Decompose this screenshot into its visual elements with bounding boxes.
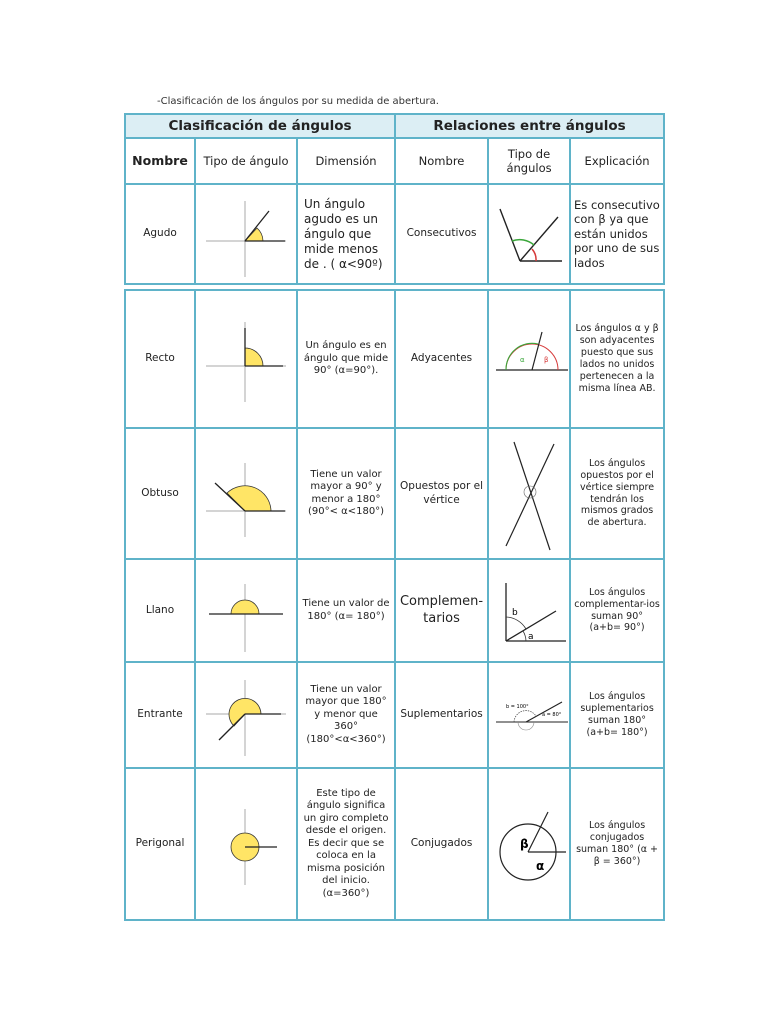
table-row — [125, 428, 664, 559]
col-header-dimension: Dimensión — [297, 138, 395, 184]
class-name: Obtuso — [125, 428, 195, 559]
col-header-tipo-rel: Tipo de ángulos — [488, 138, 570, 184]
straight-angle-diagram — [201, 566, 291, 656]
reflex-angle-diagram — [201, 670, 291, 760]
explanation-text: Es consecutivo con β ya que están unidos por uno de sus lados — [570, 184, 664, 284]
label-alpha: α — [520, 356, 525, 364]
dimension-text: Tiene un valor de 180° (α= 180°) — [297, 559, 395, 662]
table-row — [125, 559, 664, 662]
label-b: b — [512, 607, 518, 618]
col-header-nombre: Nombre — [125, 138, 195, 184]
relation-name: Complemen-tarios — [395, 559, 488, 662]
class-name: Entrante — [125, 662, 195, 768]
class-name: Recto — [125, 290, 195, 428]
class-name: Llano — [125, 559, 195, 662]
right-angle-diagram — [201, 314, 291, 404]
group-header-relations: Relaciones entre ángulos — [395, 114, 664, 138]
relation-diagram-cell — [488, 290, 570, 428]
diagram-cell — [195, 428, 297, 559]
supplementary-angles-diagram — [492, 680, 572, 750]
col-header-nombre-rel: Nombre — [395, 138, 488, 184]
diagram-cell — [195, 559, 297, 662]
consecutive-angles-diagram — [492, 189, 570, 279]
group-header-classification: Clasificación de ángulos — [125, 114, 395, 138]
relation-diagram-cell — [488, 428, 570, 559]
relation-name: Opuestos por el vértice — [395, 428, 488, 559]
dimension-text: Un ángulo agudo es un ángulo que mide menos de . ( α<90º) — [297, 184, 395, 284]
label-b-100: b = 100° — [506, 704, 529, 710]
relation-name: Consecutivos — [395, 184, 488, 284]
explanation-text: Los ángulos complementar-ios suman 90° (a+b= 90°) — [570, 559, 664, 662]
label-beta: β — [520, 837, 529, 851]
angles-table — [124, 113, 665, 921]
explanation-text: Los ángulos opuestos por el vértice siempre tendrán los mismos grados de abertura. — [570, 428, 664, 559]
relation-name: Adyacentes — [395, 290, 488, 428]
conjugate-angles-diagram — [492, 794, 572, 894]
relation-diagram-cell — [488, 184, 570, 284]
obtuse-angle-diagram — [201, 449, 291, 539]
table-row — [125, 290, 664, 428]
table-caption: -Clasificación de los ángulos por su medida de abertura. — [157, 96, 439, 107]
relation-name: Suplementarios — [395, 662, 488, 768]
diagram-cell — [195, 662, 297, 768]
label-a-80: a = 80° — [542, 712, 562, 718]
label-a: a — [528, 631, 534, 642]
label-beta: β — [544, 356, 549, 364]
explanation-text: Los ángulos conjugados suman 180° (α + β = 360°) — [570, 768, 664, 920]
class-name: Agudo — [125, 184, 195, 284]
class-name: Perigonal — [125, 768, 195, 920]
label-alpha: α — [536, 859, 545, 873]
dimension-text: Este tipo de ángulo significa un giro completo desde el origen. Es decir que se coloca en la misma posición del inicio. (α=360°) — [297, 768, 395, 920]
table-row — [125, 662, 664, 768]
relation-name: Conjugados — [395, 768, 488, 920]
vertical-angles-diagram — [492, 434, 572, 554]
angles-table-container — [124, 113, 663, 921]
relation-diagram-cell — [488, 768, 570, 920]
relation-diagram-cell — [488, 559, 570, 662]
diagram-cell — [195, 768, 297, 920]
diagram-cell — [195, 290, 297, 428]
full-angle-diagram — [201, 799, 291, 889]
explanation-text: Los ángulos suplementarios suman 180° (a+b= 180°) — [570, 662, 664, 768]
table-row — [125, 184, 664, 284]
dimension-text: Tiene un valor mayor a 90° y menor a 180° (90°< α<180°) — [297, 428, 395, 559]
table-row — [125, 768, 664, 920]
col-header-tipo: Tipo de ángulo — [195, 138, 297, 184]
complementary-angles-diagram — [492, 571, 572, 651]
acute-angle-diagram — [201, 189, 291, 279]
col-header-explicacion: Explicación — [570, 138, 664, 184]
dimension-text: Tiene un valor mayor que 180° y menor que 360° (180°<α<360°) — [297, 662, 395, 768]
adjacent-angles-diagram — [492, 314, 572, 404]
relation-diagram-cell — [488, 662, 570, 768]
dimension-text: Un ángulo es en ángulo que mide 90° (α=90°). — [297, 290, 395, 428]
explanation-text: Los ángulos α y β son adyacentes puesto que sus lados no unidos pertenecen a la misma línea AB. — [570, 290, 664, 428]
diagram-cell — [195, 184, 297, 284]
